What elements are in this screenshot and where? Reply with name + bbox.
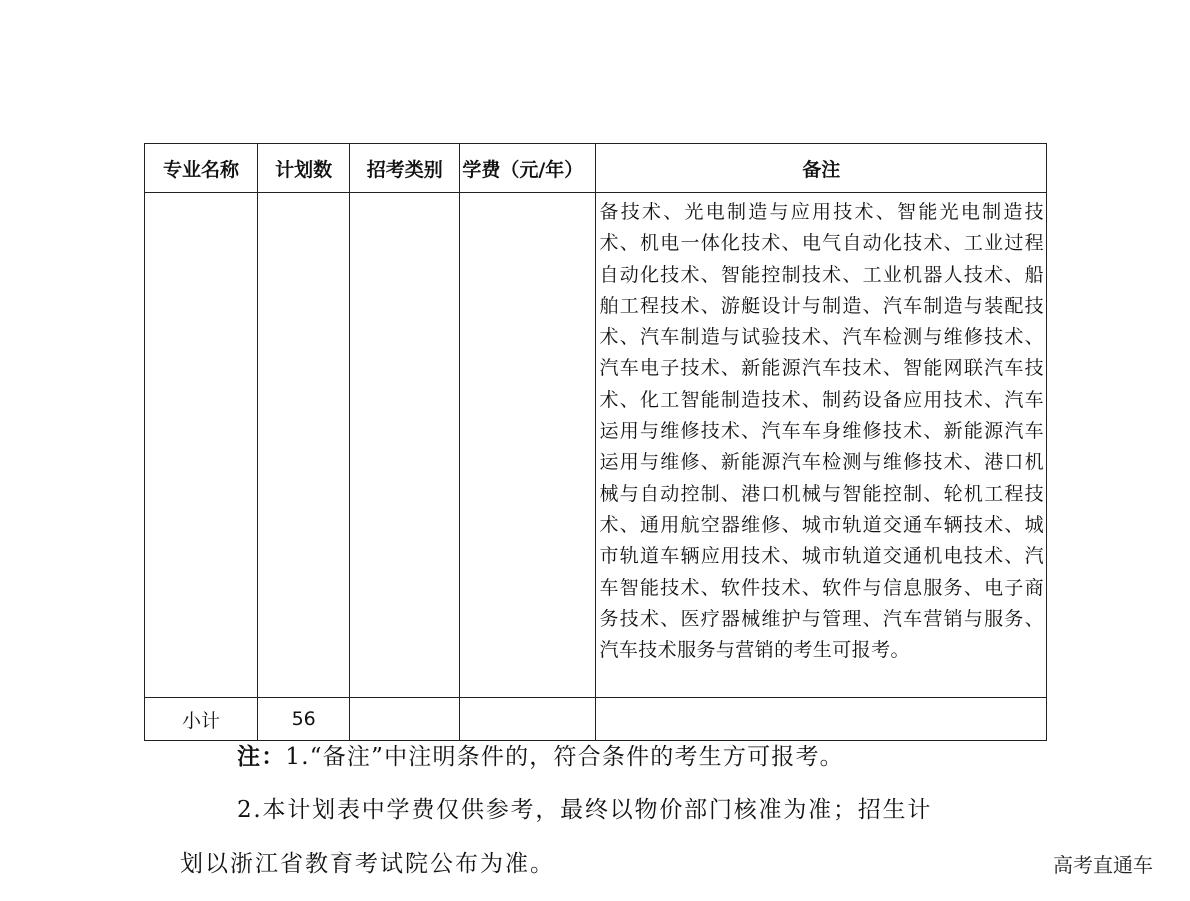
watermark: 高考直通车	[1053, 853, 1153, 877]
table-row	[145, 193, 1047, 698]
subtotal-value: 56	[258, 698, 350, 741]
header-remarks: 备注	[596, 144, 1047, 193]
header-exam-category: 招考类别	[350, 144, 460, 193]
subtotal-empty	[350, 698, 460, 741]
cell-plan-count	[258, 193, 350, 698]
header-plan-count: 计划数	[258, 144, 350, 193]
note-text-1: 1.“备注”中注明条件的，符合条件的考生方可报考。	[285, 744, 844, 770]
header-major-name: 专业名称	[145, 144, 258, 193]
note-line-1	[237, 738, 844, 771]
note-label: 注：	[237, 743, 286, 770]
cell-exam-category	[350, 193, 460, 698]
note-line-3: 划以浙江省教育考试院公布为准。	[180, 851, 555, 877]
subtotal-empty	[460, 698, 596, 741]
subtotal-row	[145, 698, 1047, 741]
cell-remarks: 备技术、光电制造与应用技术、智能光电制造技术、机电一体化技术、电气自动化技术、工业过程自动化技术、智能控制技术、工业机器人技术、船舶工程技术、游艇设计与制造、汽车制造与装配技术、汽车制造与试验技术、汽车检测与维修技术、汽车电子技术、新能源汽车技术、智能网联汽车技术、化工智能制造技术、制药设备应用技术、汽车运用与维修技术、汽车车身维修技术、新能源汽车运用与维修、新能源汽车检测与维修技术、港口机械与自动控制、港口机械与智能控制、轮机工程技术、通用航空器维修、城市轨道交通车辆技术、城市轨道车辆应用技术、城市轨道交通机电技术、汽车智能技术、软件技术、软件与信息服务、电子商务技术、医疗器械维护与管理、汽车营销与服务、汽车技术服务与营销的考生可报考。	[596, 193, 1047, 698]
note-line-2: 2.本计划表中学费仅供参考，最终以物价部门核准为准；招生计	[237, 797, 933, 823]
header-tuition: 学费（元/年）	[460, 144, 596, 193]
subtotal-label: 小计	[145, 698, 258, 741]
subtotal-empty	[596, 698, 1047, 741]
admission-plan-table	[144, 143, 1047, 741]
cell-major-name	[145, 193, 258, 698]
cell-tuition	[460, 193, 596, 698]
table-header-row	[145, 144, 1047, 193]
